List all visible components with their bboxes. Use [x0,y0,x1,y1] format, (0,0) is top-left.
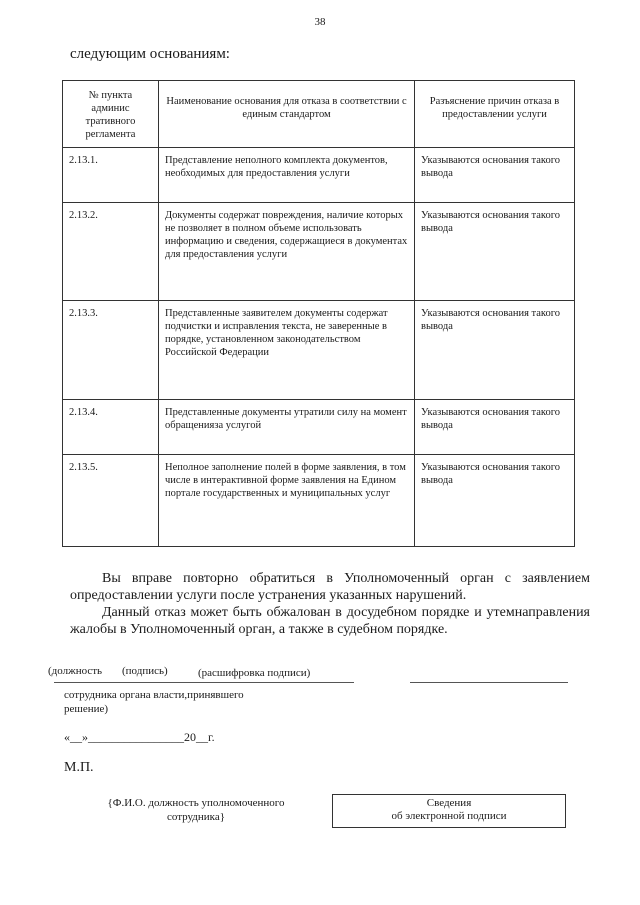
row-clause-number: 2.13.4. [63,400,159,455]
header-ground-name: Наименование основания для отказа в соответствии с единым стандартом [159,81,415,148]
row-clause-number: 2.13.1. [63,148,159,203]
signature-decode-label: (расшифровка подписи) [198,667,311,679]
table-row [63,400,575,455]
table-row [63,148,575,203]
signature-line [54,682,354,683]
employee-line-2: решение) [64,703,109,715]
table-row [63,301,575,400]
table-row [63,203,575,301]
fio-block [82,796,310,824]
refusal-grounds-table [62,80,575,547]
electronic-signature-box [332,794,566,828]
seal-mark: М.П. [64,760,94,775]
row-ground: Представленные документы утратили силу на момент обращенияза услугой [159,400,415,455]
esign-line-1: Сведения [426,797,472,809]
row-ground: Документы содержат повреждения, наличие которых не позволяет в полном объеме использовать информацию и сведения, содержащиеся в документах для предоставления услуги [159,203,415,301]
table-row [63,455,575,547]
row-explanation: Указываются основания такого вывода [415,148,575,203]
fio-line-2: сотрудника} [166,811,226,823]
header-clause-number: № пункта админис тративного регламента [63,81,159,148]
row-ground: Представление неполного комплекта документов, необходимых для предоставления услуги [159,148,415,203]
signature-sign-label: (подпись) [122,665,168,677]
row-clause-number: 2.13.5. [63,455,159,547]
table-header-row [63,81,575,148]
header-explanation: Разъяснение причин отказа в предоставлении услуги [415,81,575,148]
row-clause-number: 2.13.2. [63,203,159,301]
row-explanation: Указываются основания такого вывода [415,400,575,455]
paragraph-appeal: Данный отказ может быть обжалован в досудебном порядке и утемнаправления жалобы в Уполномоченный орган, а также в судебном порядке. [70,605,590,637]
row-explanation: Указываются основания такого вывода [415,455,575,547]
fio-line-1: {Ф.И.О. должность уполномоченного [107,797,285,809]
row-ground: Представленные заявителем документы содержат подчистки и исправления текста, не заверенные в порядке, установленном законодательством Российской Федерации [159,301,415,400]
row-explanation: Указываются основания такого вывода [415,203,575,301]
paragraph-retry: Вы вправе повторно обратиться в Уполномоченный орган с заявлением опредоставлении услуги после устранения указанных нарушений. [70,571,590,603]
date-line: «__»________________20__г. [64,730,215,744]
decode-line [410,682,568,683]
esign-line-2: об электронной подписи [391,810,507,822]
intro-text: следующим основаниям: [70,46,230,62]
row-ground: Неполное заполнение полей в форме заявления, в том числе в интерактивной форме заявления на Едином портале государственных и муниципальных услуг [159,455,415,547]
signature-position-label: (должность [48,665,103,677]
page-number: 38 [314,16,326,28]
employee-line-1: сотрудника органа власти,принявшего [64,689,244,701]
row-explanation: Указываются основания такого вывода [415,301,575,400]
row-clause-number: 2.13.3. [63,301,159,400]
